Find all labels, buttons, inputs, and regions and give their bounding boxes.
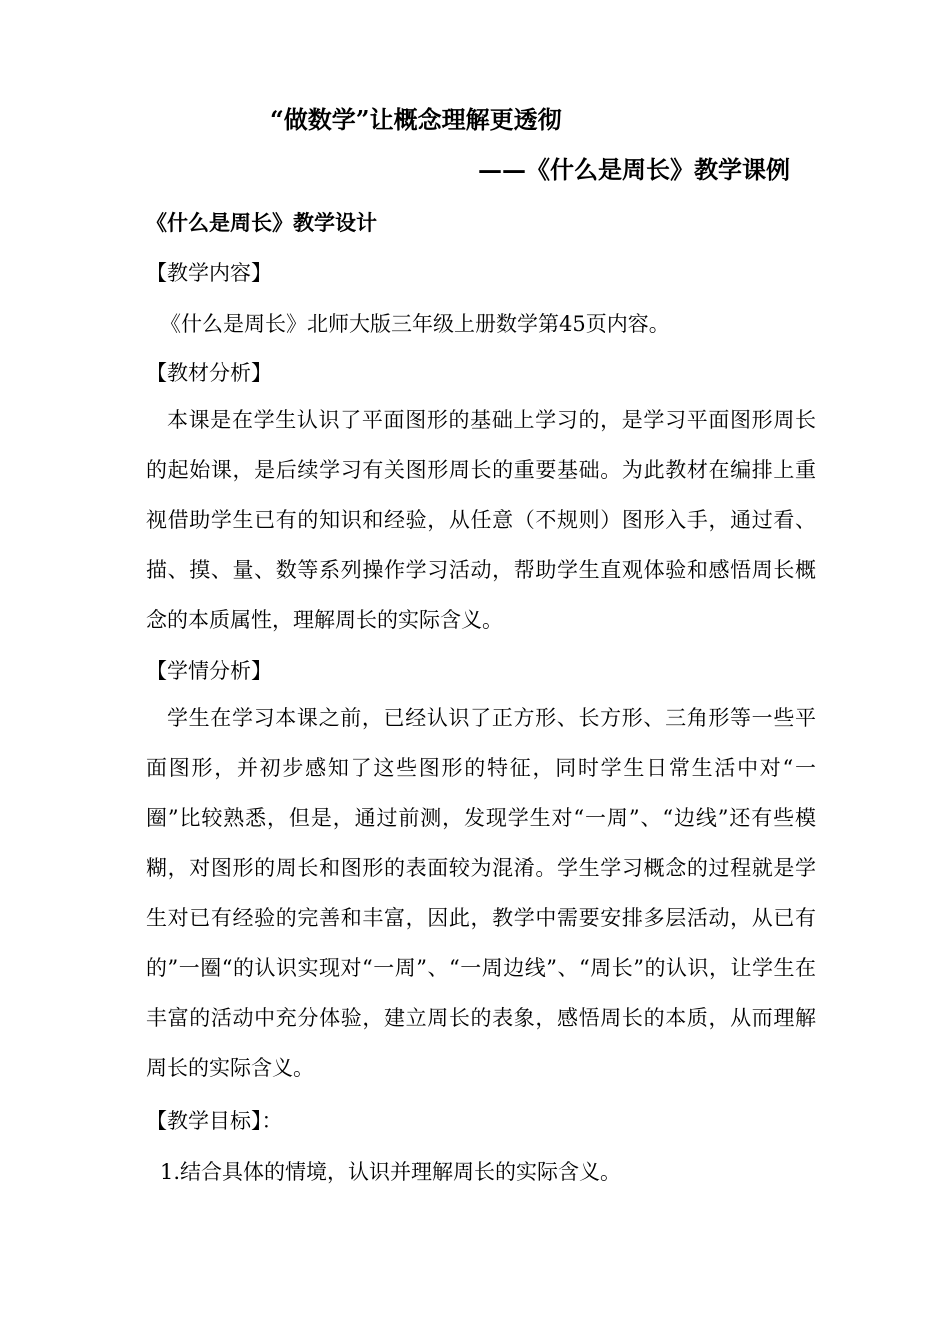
goal-item-1: 1.结合具体的情境，认识并理解周长的实际含义。 [160, 1160, 622, 1184]
section-heading-students: 【学情分析】 [146, 659, 272, 683]
section-text-material: 本课是在学生认识了平面图形的基础上学习的，是学习平面图形周长的起始课，是后续学习有关图形周长的重要基础。为此教材在编排上重视借助学生已有的知识和经验，从任意（不规则）图形入手，通过看、描、摸、量、数等系列操作学习活动，帮助学生直观体验和感悟周长概念的本质属性，理解周长的实际含义。 [146, 408, 816, 632]
section-heading-content: 【教学内容】 [146, 261, 272, 285]
document-title: “做数学”让概念理解更透彻 [270, 105, 562, 134]
section-text-content: 《什么是周长》北师大版三年级上册数学第45页内容。 [160, 312, 670, 336]
design-heading: 《什么是周长》教学设计 [146, 210, 377, 235]
section-heading-material: 【教材分析】 [146, 361, 272, 385]
section-text-students: 学生在学习本课之前，已经认识了正方形、长方形、三角形等一些平面图形，并初步感知了这些图形的特征，同时学生日常生活中对“一圈”比较熟悉，但是，通过前测，发现学生对“一周”、“边线”还有些模糊，对图形的周长和图形的表面较为混淆。学生学习概念的过程就是学生对已有经验的完善和丰富，因此，教学中需要安排多层活动，从已有的”一圈“的认识实现对“一周”、“一周边线”、“周长”的认识，让学生在丰富的活动中充分体验，建立周长的表象，感悟周长的本质，从而理解周长的实际含义。 [146, 706, 816, 1080]
document-subtitle: ——《什么是周长》教学课例 [478, 155, 790, 184]
section-heading-goals: 【教学目标】： [146, 1109, 283, 1133]
